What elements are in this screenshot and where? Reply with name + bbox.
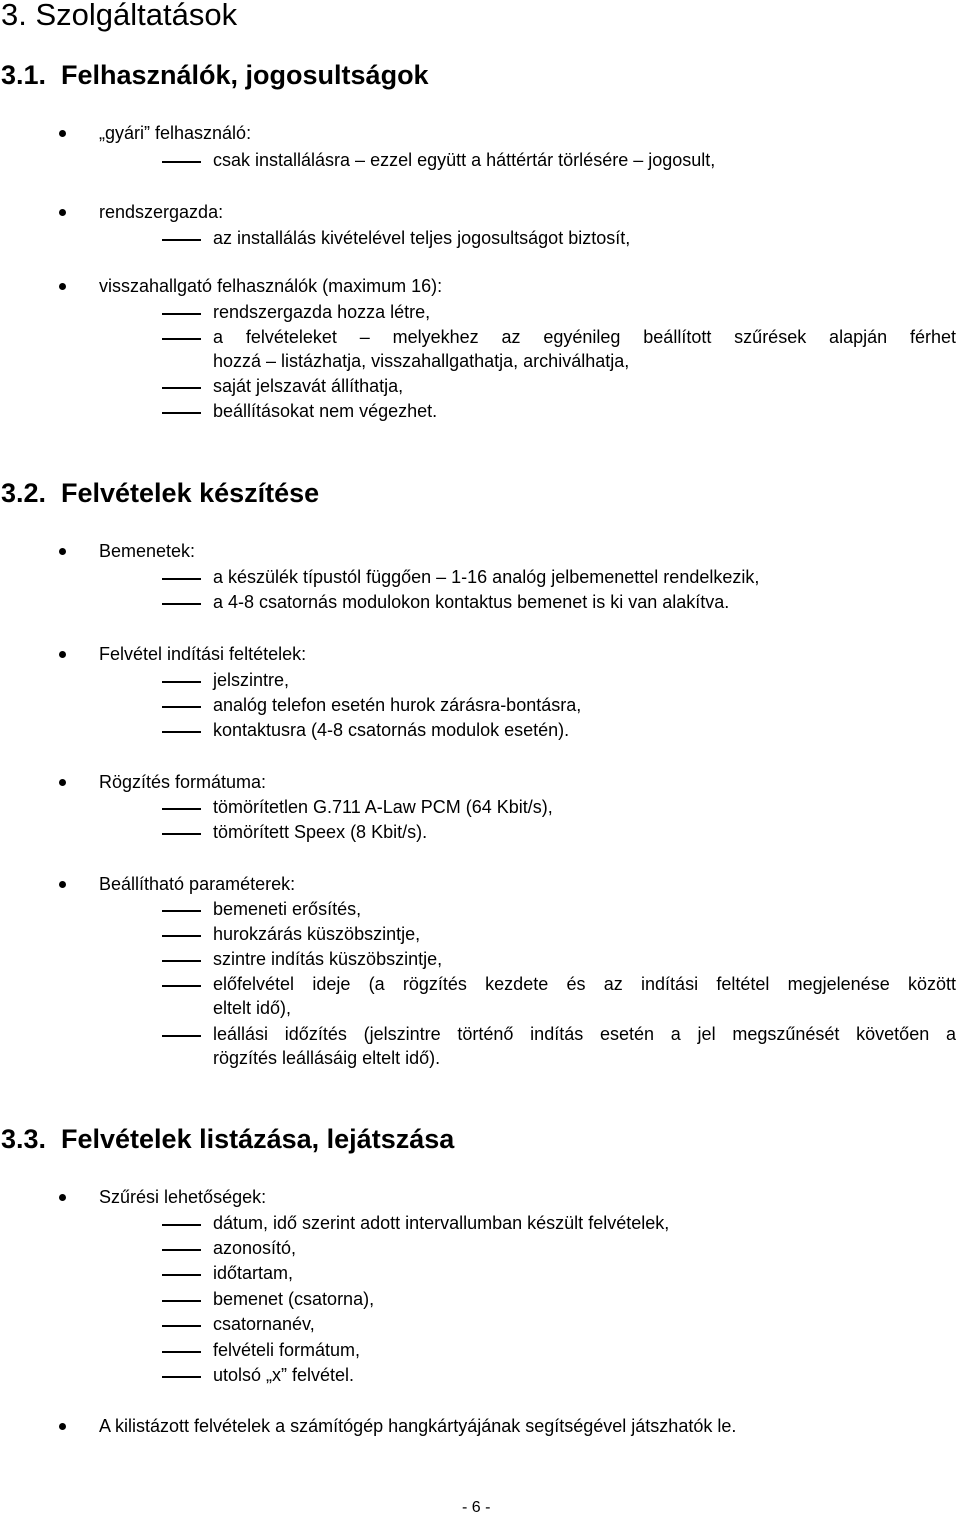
dash-icon — [162, 1249, 201, 1251]
bullet-label: Beállítható paraméterek: — [99, 874, 296, 894]
dash-icon — [162, 731, 201, 733]
list-item: csatornanév, — [213, 1314, 315, 1334]
section-number: 3.3. — [1, 1124, 47, 1154]
bullet-icon — [59, 1423, 66, 1430]
list-item: bemeneti erősítés, — [213, 899, 362, 919]
dash-icon — [162, 985, 201, 987]
list-item: utolsó „x” felvétel. — [213, 1365, 355, 1385]
dash-icon — [162, 239, 201, 241]
list-item: leállási időzítés (jelszintre történő indítás esetén a jel megszűnését követően a — [213, 1024, 956, 1044]
bullet-label: Szűrési lehetőségek: — [99, 1187, 267, 1207]
section-heading-3-1 — [1, 60, 429, 90]
bullet-label: A kilistázott felvételek a számítógép hangkártyájának segítségével játszhatók le. — [99, 1416, 737, 1436]
dash-icon — [162, 387, 201, 389]
list-item: rendszergazda hozza létre, — [213, 302, 431, 322]
list-item-continuation: eltelt idő), — [213, 998, 292, 1018]
list-item: dátum, idő szerint adott intervallumban készült felvételek, — [213, 1213, 670, 1233]
dash-icon — [162, 1376, 201, 1378]
section-number: 3.2. — [1, 478, 47, 508]
dash-icon — [162, 1351, 201, 1353]
list-item: bemenet (csatorna), — [213, 1289, 375, 1309]
list-item: időtartam, — [213, 1263, 294, 1283]
dash-icon — [162, 1325, 201, 1327]
section-heading-3-2 — [1, 478, 319, 508]
dash-icon — [162, 1274, 201, 1276]
dash-icon — [162, 808, 201, 810]
bullet-icon — [59, 209, 66, 216]
bullet-icon — [59, 881, 66, 888]
page-title: 3. Szolgáltatások — [1, 0, 238, 32]
dash-icon — [162, 578, 201, 580]
list-item: hurokzárás küszöbszintje, — [213, 924, 421, 944]
dash-icon — [162, 706, 201, 708]
section-title: Felvételek készítése — [61, 478, 320, 508]
section-number: 3.1. — [1, 60, 47, 90]
list-item: beállításokat nem végezhet. — [213, 401, 438, 421]
bullet-icon — [59, 283, 66, 290]
list-item: előfelvétel ideje (a rögzítés kezdete és az indítási feltétel megjelenése között — [213, 974, 956, 994]
dash-icon — [162, 1035, 201, 1037]
dash-icon — [162, 833, 201, 835]
dash-icon — [162, 1224, 201, 1226]
section-title: Felvételek listázása, lejátszása — [61, 1124, 455, 1154]
list-item-continuation: rögzítés leállásáig eltelt idő). — [213, 1048, 441, 1068]
bullet-label: visszahallgató felhasználók (maximum 16): — [99, 276, 443, 296]
list-item: felvételi formátum, — [213, 1340, 361, 1360]
list-item: tömörített Speex (8 Kbit/s). — [213, 822, 428, 842]
list-item: a 4-8 csatornás modulokon kontaktus bemenet is ki van alakítva. — [213, 592, 730, 612]
dash-icon — [162, 313, 201, 315]
list-item: az installálás kivételével teljes jogosultságot biztosít, — [213, 228, 631, 248]
bullet-label: „gyári” felhasználó: — [99, 123, 252, 143]
bullet-label: Bemenetek: — [99, 541, 196, 561]
dash-icon — [162, 935, 201, 937]
list-item: jelszintre, — [213, 670, 290, 690]
list-item: a készülék típustól függően – 1-16 analóg jelbemenettel rendelkezik, — [213, 567, 760, 587]
bullet-icon — [59, 779, 66, 786]
list-item: saját jelszavát állíthatja, — [213, 376, 404, 396]
bullet-icon — [59, 130, 66, 137]
dash-icon — [162, 338, 201, 340]
section-heading-3-3 — [1, 1124, 454, 1154]
dash-icon — [162, 1300, 201, 1302]
list-item: analóg telefon esetén hurok zárásra-bontásra, — [213, 695, 582, 715]
dash-icon — [162, 412, 201, 414]
list-item-continuation: hozzá – listázhatja, visszahallgathatja, archiválhatja, — [213, 351, 630, 371]
dash-icon — [162, 960, 201, 962]
list-item: kontaktusra (4-8 csatornás modulok esetén). — [213, 720, 570, 740]
bullet-label: rendszergazda: — [99, 202, 224, 222]
dash-icon — [162, 910, 201, 912]
page-number: - 6 - — [462, 1499, 491, 1516]
list-item: tömörítetlen G.711 A-Law PCM (64 Kbit/s), — [213, 797, 553, 817]
bullet-label: Rögzítés formátuma: — [99, 772, 267, 792]
dash-icon — [162, 161, 201, 163]
dash-icon — [162, 681, 201, 683]
dash-icon — [162, 603, 201, 605]
bullet-icon — [59, 548, 66, 555]
bullet-label: Felvétel indítási feltételek: — [99, 644, 307, 664]
list-item: azonosító, — [213, 1238, 297, 1258]
bullet-icon — [59, 651, 66, 658]
bullet-icon — [59, 1194, 66, 1201]
section-title: Felhasználók, jogosultságok — [61, 60, 429, 90]
list-item: csak installálásra – ezzel együtt a háttértár törlésére – jogosult, — [213, 150, 716, 170]
list-item: szintre indítás küszöbszintje, — [213, 949, 443, 969]
list-item: a felvételeket – melyekhez az egyénileg beállított szűrések alapján férhet — [213, 327, 956, 347]
